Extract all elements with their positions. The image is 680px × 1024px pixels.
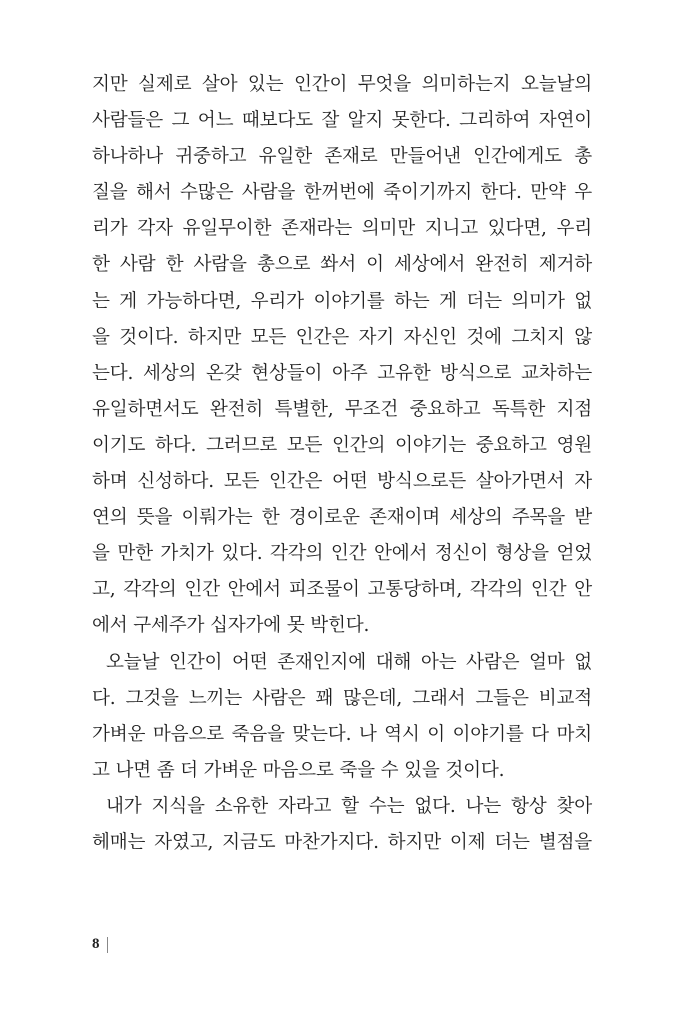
text-line: 헤매는 자였고, 지금도 마찬가지다. 하지만 이제 더는 별점을: [92, 831, 592, 853]
text-line: 지만 실제로 살아 있는 인간이 무엇을 의미하는지 오늘날의: [92, 74, 592, 95]
text-line: 을 것이다. 하지만 모든 인간은 자기 자신인 것에 그치지 않: [92, 326, 592, 348]
page-number: 8: [92, 936, 100, 952]
page-number-folio: [92, 936, 108, 953]
text-line: 리가 각자 유일무이한 존재라는 의미만 지니고 있다면, 우리: [92, 218, 592, 240]
text-line: 연의 뜻을 이뤄가는 한 경이로운 존재이며 세상의 주목을 받: [92, 507, 592, 529]
text-line: 질을 해서 수많은 사람을 한꺼번에 죽이기까지 한다. 만약 우: [92, 182, 592, 204]
text-line: 유일하면서도 완전히 특별한, 무조건 중요하고 독특한 지점: [92, 398, 592, 420]
text-line: 내가 지식을 소유한 자라고 할 수는 없다. 나는 항상 찾아: [106, 795, 592, 817]
text-line: 고 나면 좀 더 가벼운 마음으로 죽을 수 있을 것이다.: [92, 759, 505, 781]
text-line: 하며 신성하다. 모든 인간은 어떤 방식으로든 살아가면서 자: [92, 471, 592, 493]
text-line: 에서 구세주가 십자가에 못 박힌다.: [92, 615, 370, 637]
text-line: 한 사람 한 사람을 총으로 쏴서 이 세상에서 완전히 제거하: [92, 254, 592, 276]
text-line: 을 만한 가치가 있다. 각각의 인간 안에서 정신이 형상을 얻었: [92, 543, 592, 565]
text-line: 고, 각각의 인간 안에서 피조물이 고통당하며, 각각의 인간 안: [92, 579, 592, 601]
paragraph-3: [92, 789, 592, 861]
text-line: 다. 그것을 느끼는 사람은 꽤 많은데, 그래서 그들은 비교적: [92, 687, 592, 709]
folio-divider: [107, 937, 108, 953]
text-line: 하나하나 귀중하고 유일한 존재로 만들어낸 인간에게도 총: [92, 146, 592, 168]
paragraph-2: [92, 645, 592, 789]
paragraph-1: [92, 67, 592, 645]
text-line: 오늘날 인간이 어떤 존재인지에 대해 아는 사람은 얼마 없: [106, 651, 592, 673]
text-line: 는 게 가능하다면, 우리가 이야기를 하는 게 더는 의미가 없: [92, 290, 592, 312]
text-line: 는다. 세상의 온갖 현상들이 아주 고유한 방식으로 교차하는: [92, 362, 592, 384]
text-line: 가벼운 마음으로 죽음을 맞는다. 나 역시 이 이야기를 다 마치: [92, 723, 592, 745]
text-line: 이기도 하다. 그러므로 모든 인간의 이야기는 중요하고 영원: [92, 434, 592, 456]
text-line: 사람들은 그 어느 때보다도 잘 알지 못한다. 그리하여 자연이: [92, 110, 592, 132]
page-body: [92, 67, 592, 861]
